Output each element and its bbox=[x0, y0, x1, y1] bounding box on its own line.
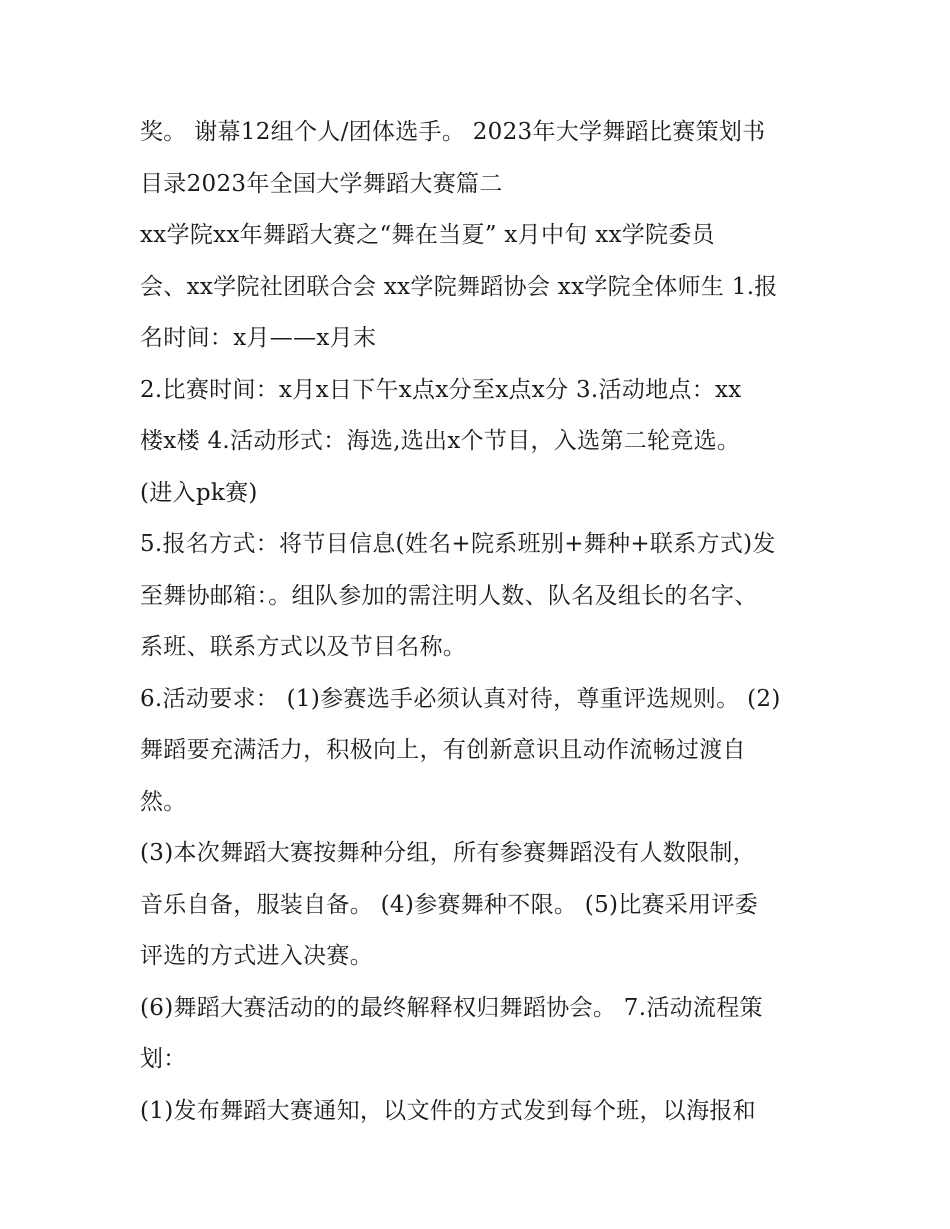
text-line: 划： bbox=[140, 1046, 187, 1072]
paragraph-2 bbox=[140, 210, 820, 365]
text-line: 至舞协邮箱：。组队参加的需注明人数、队名及组长的名字、 bbox=[140, 582, 758, 609]
text-line: xx学院xx年舞蹈大赛之“舞在当夏” x月中旬 xx学院委员 bbox=[140, 222, 715, 248]
paragraph-7 bbox=[140, 983, 820, 1086]
paragraph-3 bbox=[140, 365, 820, 520]
text-line: 奖。 谢幕12组个人/团体选手。 2023年大学舞蹈比赛策划书 bbox=[140, 119, 766, 145]
text-line: 舞蹈要充满活力，积极向上，有创新意识且动作流畅过渡自 bbox=[140, 737, 746, 763]
text-line: 评选的方式进入决赛。 bbox=[140, 943, 373, 969]
text-line: (6)舞蹈大赛活动的的最终解释权归舞蹈协会。 7.活动流程策 bbox=[140, 994, 763, 1021]
text-line: 2.比赛时间：x月x日下午x点x分至x点x分 3.活动地点：xx bbox=[140, 376, 742, 403]
text-line: 会、xx学院社团联合会 xx学院舞蹈协会 xx学院全体师生 1.报 bbox=[140, 273, 778, 300]
paragraph-1 bbox=[140, 107, 820, 210]
text-line: 音乐自备，服装自备。 (4)参赛舞种不限。 (5)比赛采用评委 bbox=[140, 891, 759, 918]
text-line: 系班、联系方式以及节目名称。 bbox=[140, 634, 467, 660]
text-line: 然。 bbox=[140, 788, 187, 815]
paragraph-8 bbox=[140, 1086, 820, 1138]
text-line: (1)发布舞蹈大赛通知，以文件的方式发到每个班，以海报和 bbox=[140, 1097, 756, 1124]
text-line: (进入pk赛) bbox=[140, 479, 258, 506]
document-body bbox=[140, 107, 820, 1137]
paragraph-4 bbox=[140, 519, 820, 674]
text-line: 6.活动要求： (1)参赛选手必须认真对待，尊重评选规则。 (2) bbox=[140, 685, 781, 712]
text-line: (3)本次舞蹈大赛按舞种分组，所有参赛舞蹈没有人数限制， bbox=[140, 840, 756, 866]
paragraph-5 bbox=[140, 674, 820, 829]
text-line: 5.报名方式：将节目信息(姓名+院系班别+舞种+联系方式)发 bbox=[140, 531, 776, 557]
text-line: 名时间：x月——x月末 bbox=[140, 325, 377, 351]
text-line: 目录2023年全国大学舞蹈大赛篇二 bbox=[140, 170, 503, 197]
text-line: 楼x楼 4.活动形式：海选,选出x个节目，入选第二轮竞选。 bbox=[140, 428, 741, 454]
paragraph-6 bbox=[140, 828, 820, 983]
